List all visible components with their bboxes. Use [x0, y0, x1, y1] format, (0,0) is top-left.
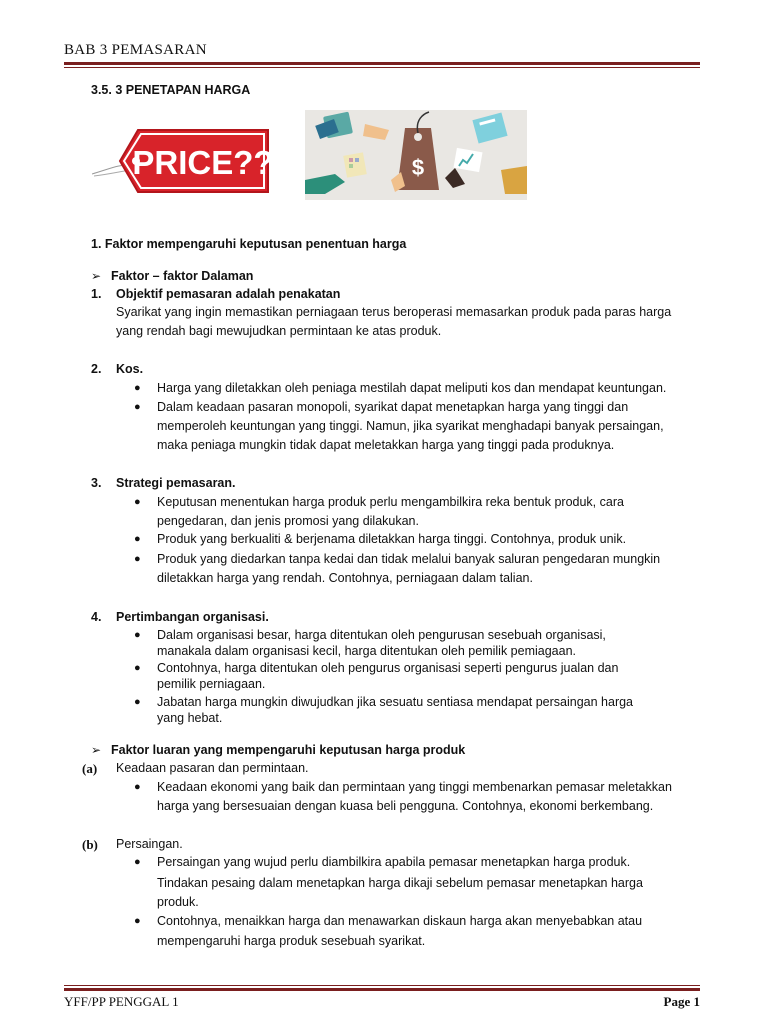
bullet-text: Contohnya, menaikkan harga dan menawarkan diskaun harga akan menyebabkan atau [157, 914, 643, 928]
bullet-text: diletakkan harga yang rendah. Contohnya, perniagaan dalam talian. [157, 571, 533, 585]
bullet-text: Keputusan menentukan harga produk perlu mengambilkira reka bentuk produk, cara [157, 495, 624, 509]
item-title: Objektif pemasaran adalah penakatan [116, 287, 341, 301]
bullet-icon: ● [134, 382, 141, 394]
bullet-text: harga yang bersesuaian dengan kuasa beli pengguna. Contohnya, ekonomi berkembang. [157, 799, 654, 813]
item-label: (a) [82, 761, 98, 776]
item-number: 3. [91, 476, 102, 490]
running-header: BAB 3 PEMASARAN [64, 42, 207, 58]
external-factors-heading: Faktor luaran yang mempengaruhi keputusan harga produk [111, 743, 466, 757]
bullet-icon: ● [134, 856, 141, 868]
item-number: 2. [91, 362, 102, 376]
arrow-bullet-icon: ➢ [91, 269, 102, 283]
item-title: Kos. [116, 362, 144, 376]
bullet-text: Produk yang berkualiti & berjenama diletakkan harga tinggi. Contohnya, produk unik. [157, 532, 627, 546]
footer-left-text: YFF/PP PENGGAL 1 [64, 994, 179, 1009]
bullet-text: Jabatan harga mungkin diwujudkan jika sesuatu sentiasa mendapat persaingan harga [157, 695, 634, 709]
arrow-bullet-icon: ➢ [91, 743, 102, 757]
page-number: Page 1 [663, 994, 700, 1009]
footer-rule-thin [64, 985, 700, 986]
bullet-text: maka peniaga mungkin tidak dapat meletakkan harga yang tinggi pada produknya. [157, 438, 615, 452]
bullet-text: Keadaan ekonomi yang baik dan permintaan yang tinggi membenarkan pemasar meletakkan [157, 780, 672, 794]
bullet-text: Contohnya, harga ditentukan oleh pengurus organisasi seperti pengurus jualan dan [157, 661, 619, 675]
bullet-text: Tindakan pesaing dalam menetapkan harga dikaji sebelum pemasar menetapkan harga [157, 876, 643, 890]
bullet-icon: ● [134, 401, 141, 413]
price-tag-image [92, 122, 272, 200]
item-number: 1. [91, 287, 102, 301]
paragraph-line: yang rendah bagi mewujudkan permintaan ke atas produk. [116, 324, 442, 338]
item-label: (b) [82, 837, 98, 852]
pricing-illustration [305, 110, 527, 200]
bullet-text: manakala dalam organisasi kecil, harga ditentukan oleh pemilik pemiagaan. [157, 644, 576, 658]
price-tag-graphic [92, 122, 272, 200]
footer-rule [64, 988, 700, 991]
item-title: Strategi pemasaran. [116, 476, 236, 490]
bullet-text: mempengaruhi harga produk sesebuah syarikat. [157, 934, 426, 948]
main-heading: 1. Faktor mempengaruhi keputusan penentuan harga [91, 237, 407, 251]
bullet-icon: ● [134, 629, 141, 641]
item-number: 4. [91, 610, 102, 624]
bullet-icon: ● [134, 533, 141, 545]
internal-factors-heading: Faktor – faktor Dalaman [111, 269, 254, 283]
bullet-icon: ● [134, 781, 141, 793]
item-title: Keadaan pasaran dan permintaan. [116, 761, 309, 775]
header-rule-thin [64, 67, 700, 68]
item-title: Persaingan. [116, 837, 183, 851]
bullet-text: Persaingan yang wujud perlu diambilkira apabila pemasar menetapkan harga produk. [157, 855, 631, 869]
bullet-text: pengedaran, dan jenis promosi yang dilakukan. [157, 514, 419, 528]
bullet-icon: ● [134, 553, 141, 565]
item-title: Pertimbangan organisasi. [116, 610, 269, 624]
bullet-icon: ● [134, 496, 141, 508]
section-title: 3.5. 3 PENETAPAN HARGA [91, 83, 251, 97]
price-tag-text: PRICE?? [132, 144, 272, 181]
pricing-illustration-graphic [305, 110, 527, 200]
bullet-icon: ● [134, 915, 141, 927]
bullet-text: yang hebat. [157, 711, 223, 725]
bullet-text: Dalam organisasi besar, harga ditentukan oleh pengurusan sesebuah organisasi, [157, 628, 606, 642]
bullet-text: pemilik perniagaan. [157, 677, 266, 691]
dollar-sign: $ [411, 155, 425, 180]
paragraph-line: Syarikat yang ingin memastikan perniagaan terus beroperasi memasarkan produk pada paras harga [116, 305, 672, 319]
bullet-text: memperoleh keuntungan yang tinggi. Namun, jika syarikat menghadapi banyak persaingan, [157, 419, 664, 433]
bullet-text: Dalam keadaan pasaran monopoli, syarikat dapat menetapkan harga yang tinggi dan [157, 400, 629, 414]
bullet-text: produk. [157, 895, 199, 909]
bullet-text: Harga yang diletakkan oleh peniaga mestilah dapat meliputi kos dan mendapat keuntungan. [157, 381, 667, 395]
header-rule [64, 62, 700, 65]
bullet-icon: ● [134, 696, 141, 708]
bullet-icon: ● [134, 662, 141, 674]
bullet-text: Produk yang diedarkan tanpa kedai dan tidak melalui banyak saluran pengedaran mungkin [157, 552, 661, 566]
